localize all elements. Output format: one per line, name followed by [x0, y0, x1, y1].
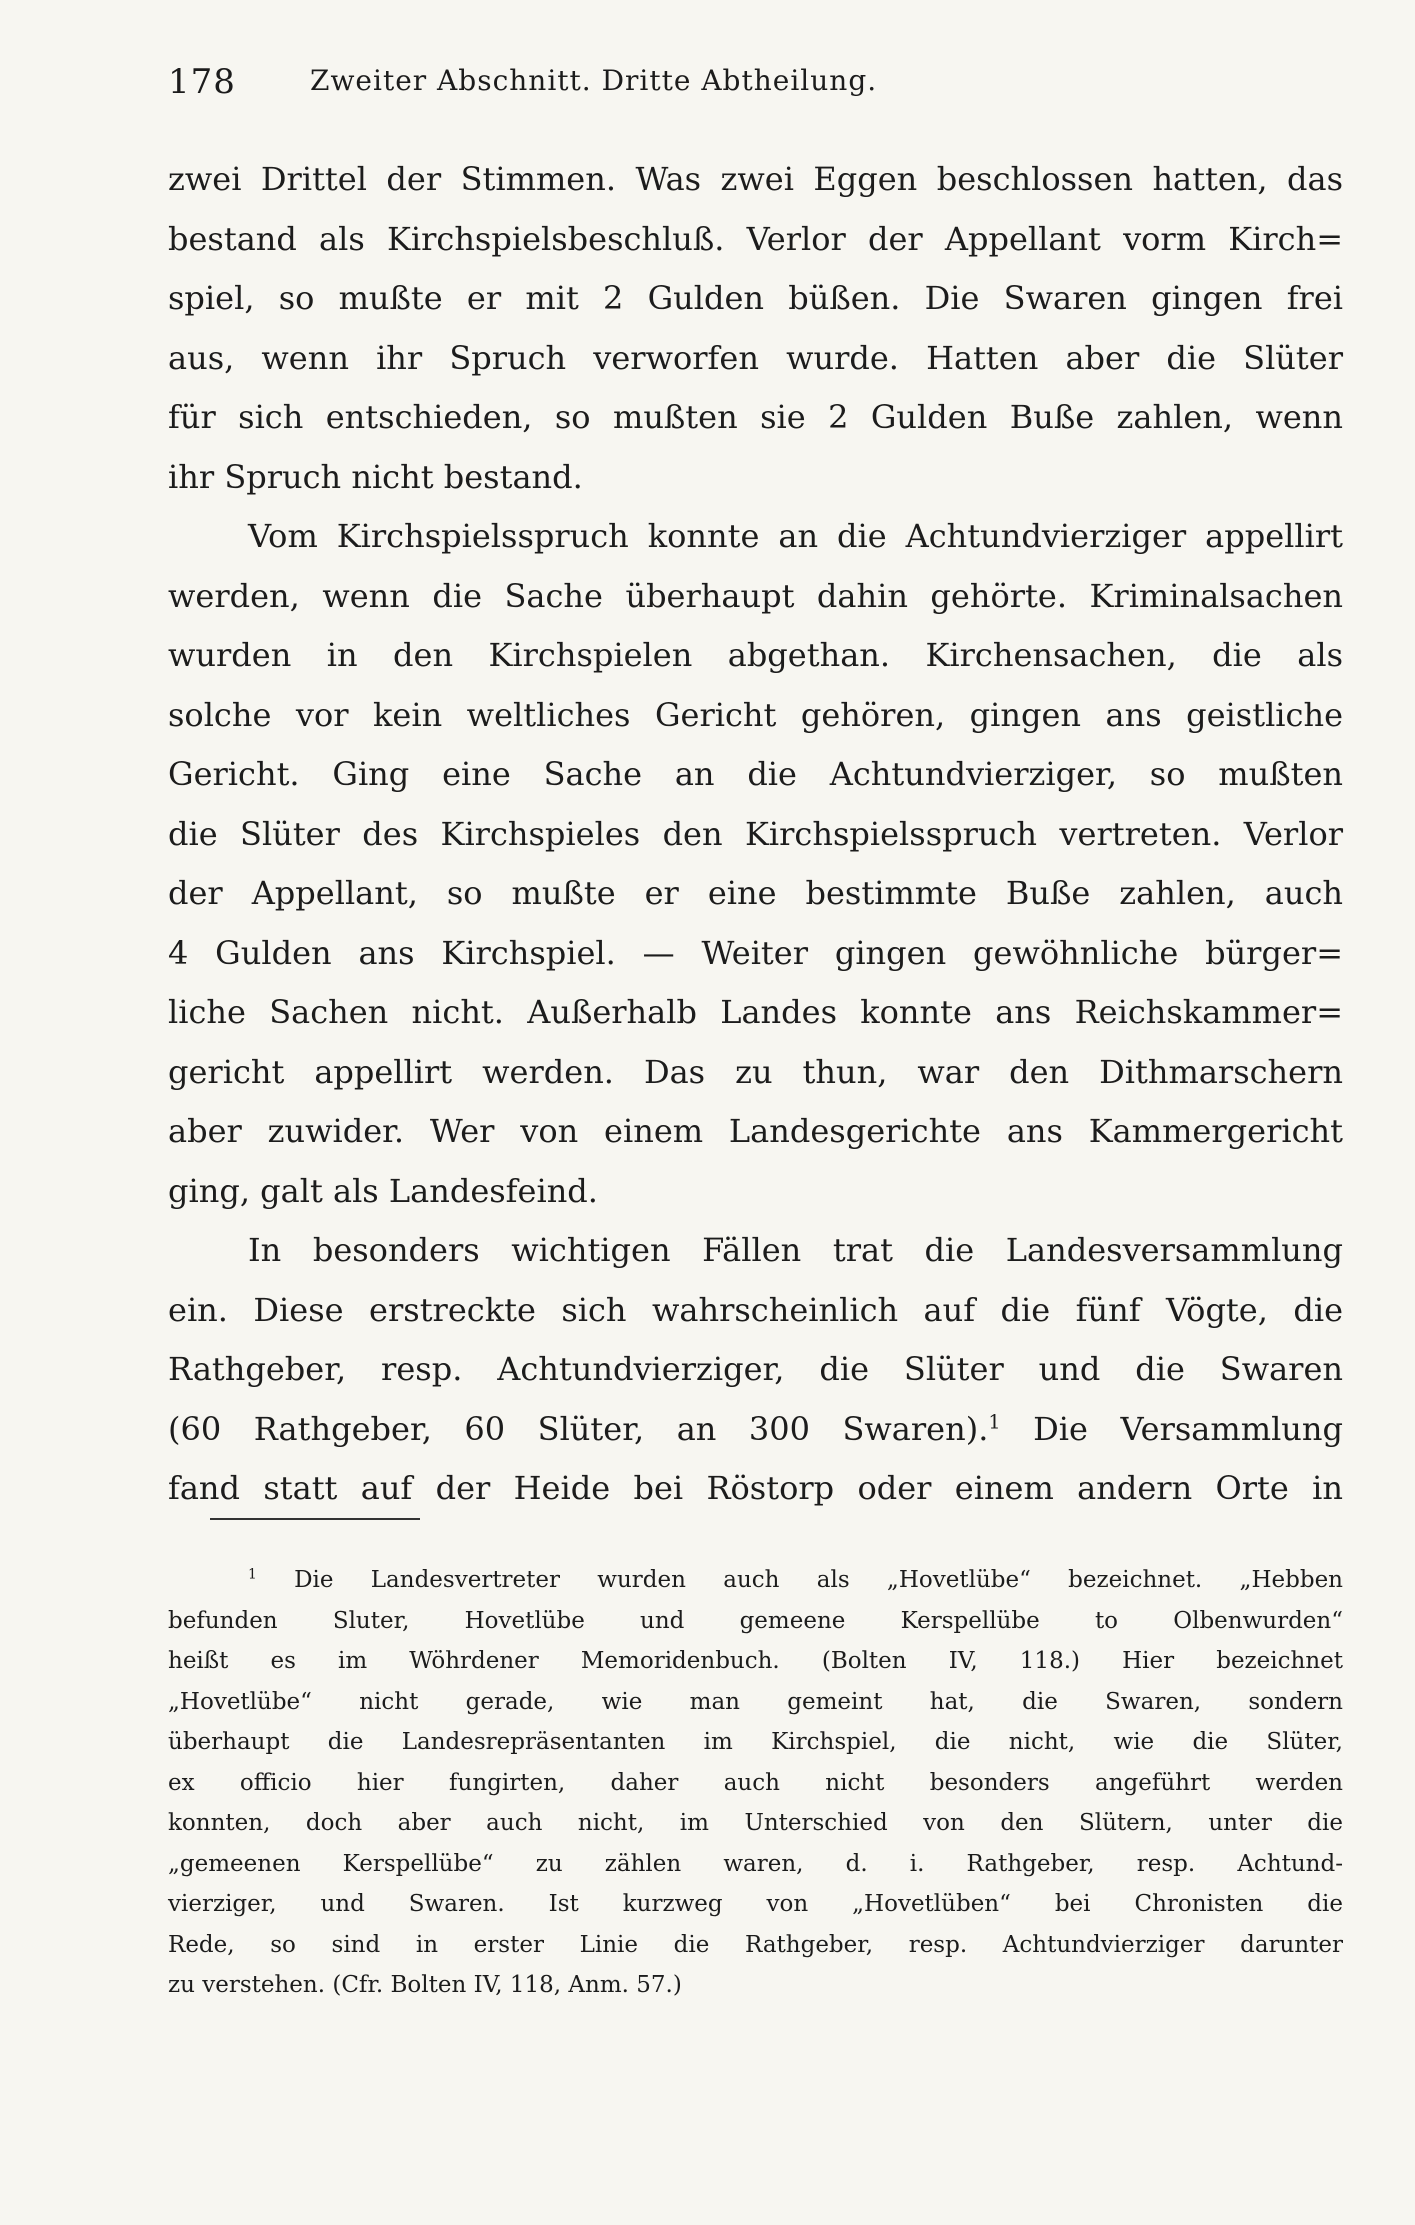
footnote-line: vierziger, und Swaren. Ist kurzweg von „Hovetlüben“ bei Chronisten die [168, 1891, 1343, 1917]
running-head: Zweiter Abschnitt. Dritte Abtheilung. [310, 64, 878, 97]
text-line: wurden in den Kirchspielen abgethan. Kirchensachen, die als [168, 636, 1343, 674]
text-line: spiel, so mußte er mit 2 Gulden büßen. Die Swaren gingen frei [168, 279, 1343, 317]
footnotes [168, 1560, 1343, 2006]
text-line: Rathgeber, resp. Achtundvierziger, die Slüter und die Swaren [168, 1350, 1343, 1388]
text-line: Vom Kirchspielsspruch konnte an die Achtundvierziger appellirt [248, 517, 1343, 555]
footnote-line: überhaupt die Landesrepräsentanten im Kirchspiel, die nicht, wie die Slüter, [168, 1729, 1343, 1755]
footnote-text: Die Landesvertreter wurden auch als „Hovetlübe“ bezeichnet. „Hebben [294, 1567, 1343, 1593]
text-line: aber zuwider. Wer von einem Landesgerichte ans Kammergericht [168, 1112, 1343, 1150]
footnote-line: befunden Sluter, Hovetlübe und gemeene Kerspellübe to Olbenwurden“ [168, 1607, 1343, 1634]
page-header [168, 62, 1068, 102]
footnote-line: konnten, doch aber auch nicht, im Unterschied von den Slütern, unter die [168, 1810, 1343, 1836]
text-line: zwei Drittel der Stimmen. Was zwei Eggen beschlossen hatten, das [168, 160, 1343, 198]
footnote-line [168, 1560, 1343, 1601]
text-line: fand statt auf der Heide bei Röstorp oder einem andern Orte in [168, 1469, 1343, 1507]
footnote-line: zu verstehen. (Cfr. Bolten IV, 118, Anm. 57.) [168, 1972, 682, 1998]
text-line: bestand als Kirchspielsbeschluß. Verlor der Appellant vorm Kirch= [168, 219, 1343, 258]
page-number: 178 [168, 62, 236, 102]
text-line: solche vor kein weltliches Gericht gehören, gingen ans geistliche [168, 695, 1343, 734]
footnote-marker: 1 [248, 1566, 257, 1583]
text-line: für sich entschieden, so mußten sie 2 Gulden Buße zahlen, wenn [168, 398, 1343, 436]
text-line: ihr Spruch nicht bestand. [168, 457, 583, 496]
footnote-line: ex officio hier fungirten, daher auch nicht besonders angeführt werden [168, 1769, 1343, 1796]
text-line-end: Die Versammlung [1000, 1409, 1344, 1448]
footnote-separator [210, 1518, 420, 1520]
text-line-with-footnote-ref [168, 1400, 1343, 1460]
text-line: Gericht. Ging eine Sache an die Achtundvierziger, so mußten [168, 755, 1343, 793]
text-line: der Appellant, so mußte er eine bestimmte Buße zahlen, auch [168, 874, 1343, 912]
text-line-start: (60 Rathgeber, 60 Slüter, an 300 Swaren). [168, 1409, 989, 1448]
main-text [168, 150, 1343, 1519]
footnote-line: „Hovetlübe“ nicht gerade, wie man gemeint hat, die Swaren, sondern [168, 1688, 1343, 1715]
footnote-line: „gemeenen Kerspellübe“ zu zählen waren, d. i. Rathgeber, resp. Achtund- [168, 1850, 1343, 1877]
footnote-reference[interactable]: 1 [988, 1409, 1001, 1433]
footnote-line: Rede, so sind in erster Linie die Rathgeber, resp. Achtundvierziger darunter [168, 1931, 1343, 1958]
text-line: aus, wenn ihr Spruch verworfen wurde. Hatten aber die Slüter [168, 338, 1343, 377]
text-line: liche Sachen nicht. Außerhalb Landes konnte ans Reichskammer= [168, 993, 1343, 1031]
text-line: gericht appellirt werden. Das zu thun, war den Dithmarschern [168, 1052, 1343, 1091]
text-line: werden, wenn die Sache überhaupt dahin gehörte. Kriminalsachen [168, 576, 1343, 615]
footnote-line: heißt es im Wöhrdener Memoridenbuch. (Bolten IV, 118.) Hier bezeichnet [168, 1648, 1343, 1674]
text-line: In besonders wichtigen Fällen trat die Landesversammlung [248, 1231, 1343, 1269]
text-line: 4 Gulden ans Kirchspiel. — Weiter gingen gewöhnliche bürger= [168, 933, 1343, 972]
text-line: die Slüter des Kirchspieles den Kirchspielsspruch vertreten. Verlor [168, 814, 1343, 853]
text-line: ging, galt als Landesfeind. [168, 1171, 598, 1210]
text-line: ein. Diese erstreckte sich wahrscheinlich auf die fünf Vögte, die [168, 1290, 1343, 1329]
